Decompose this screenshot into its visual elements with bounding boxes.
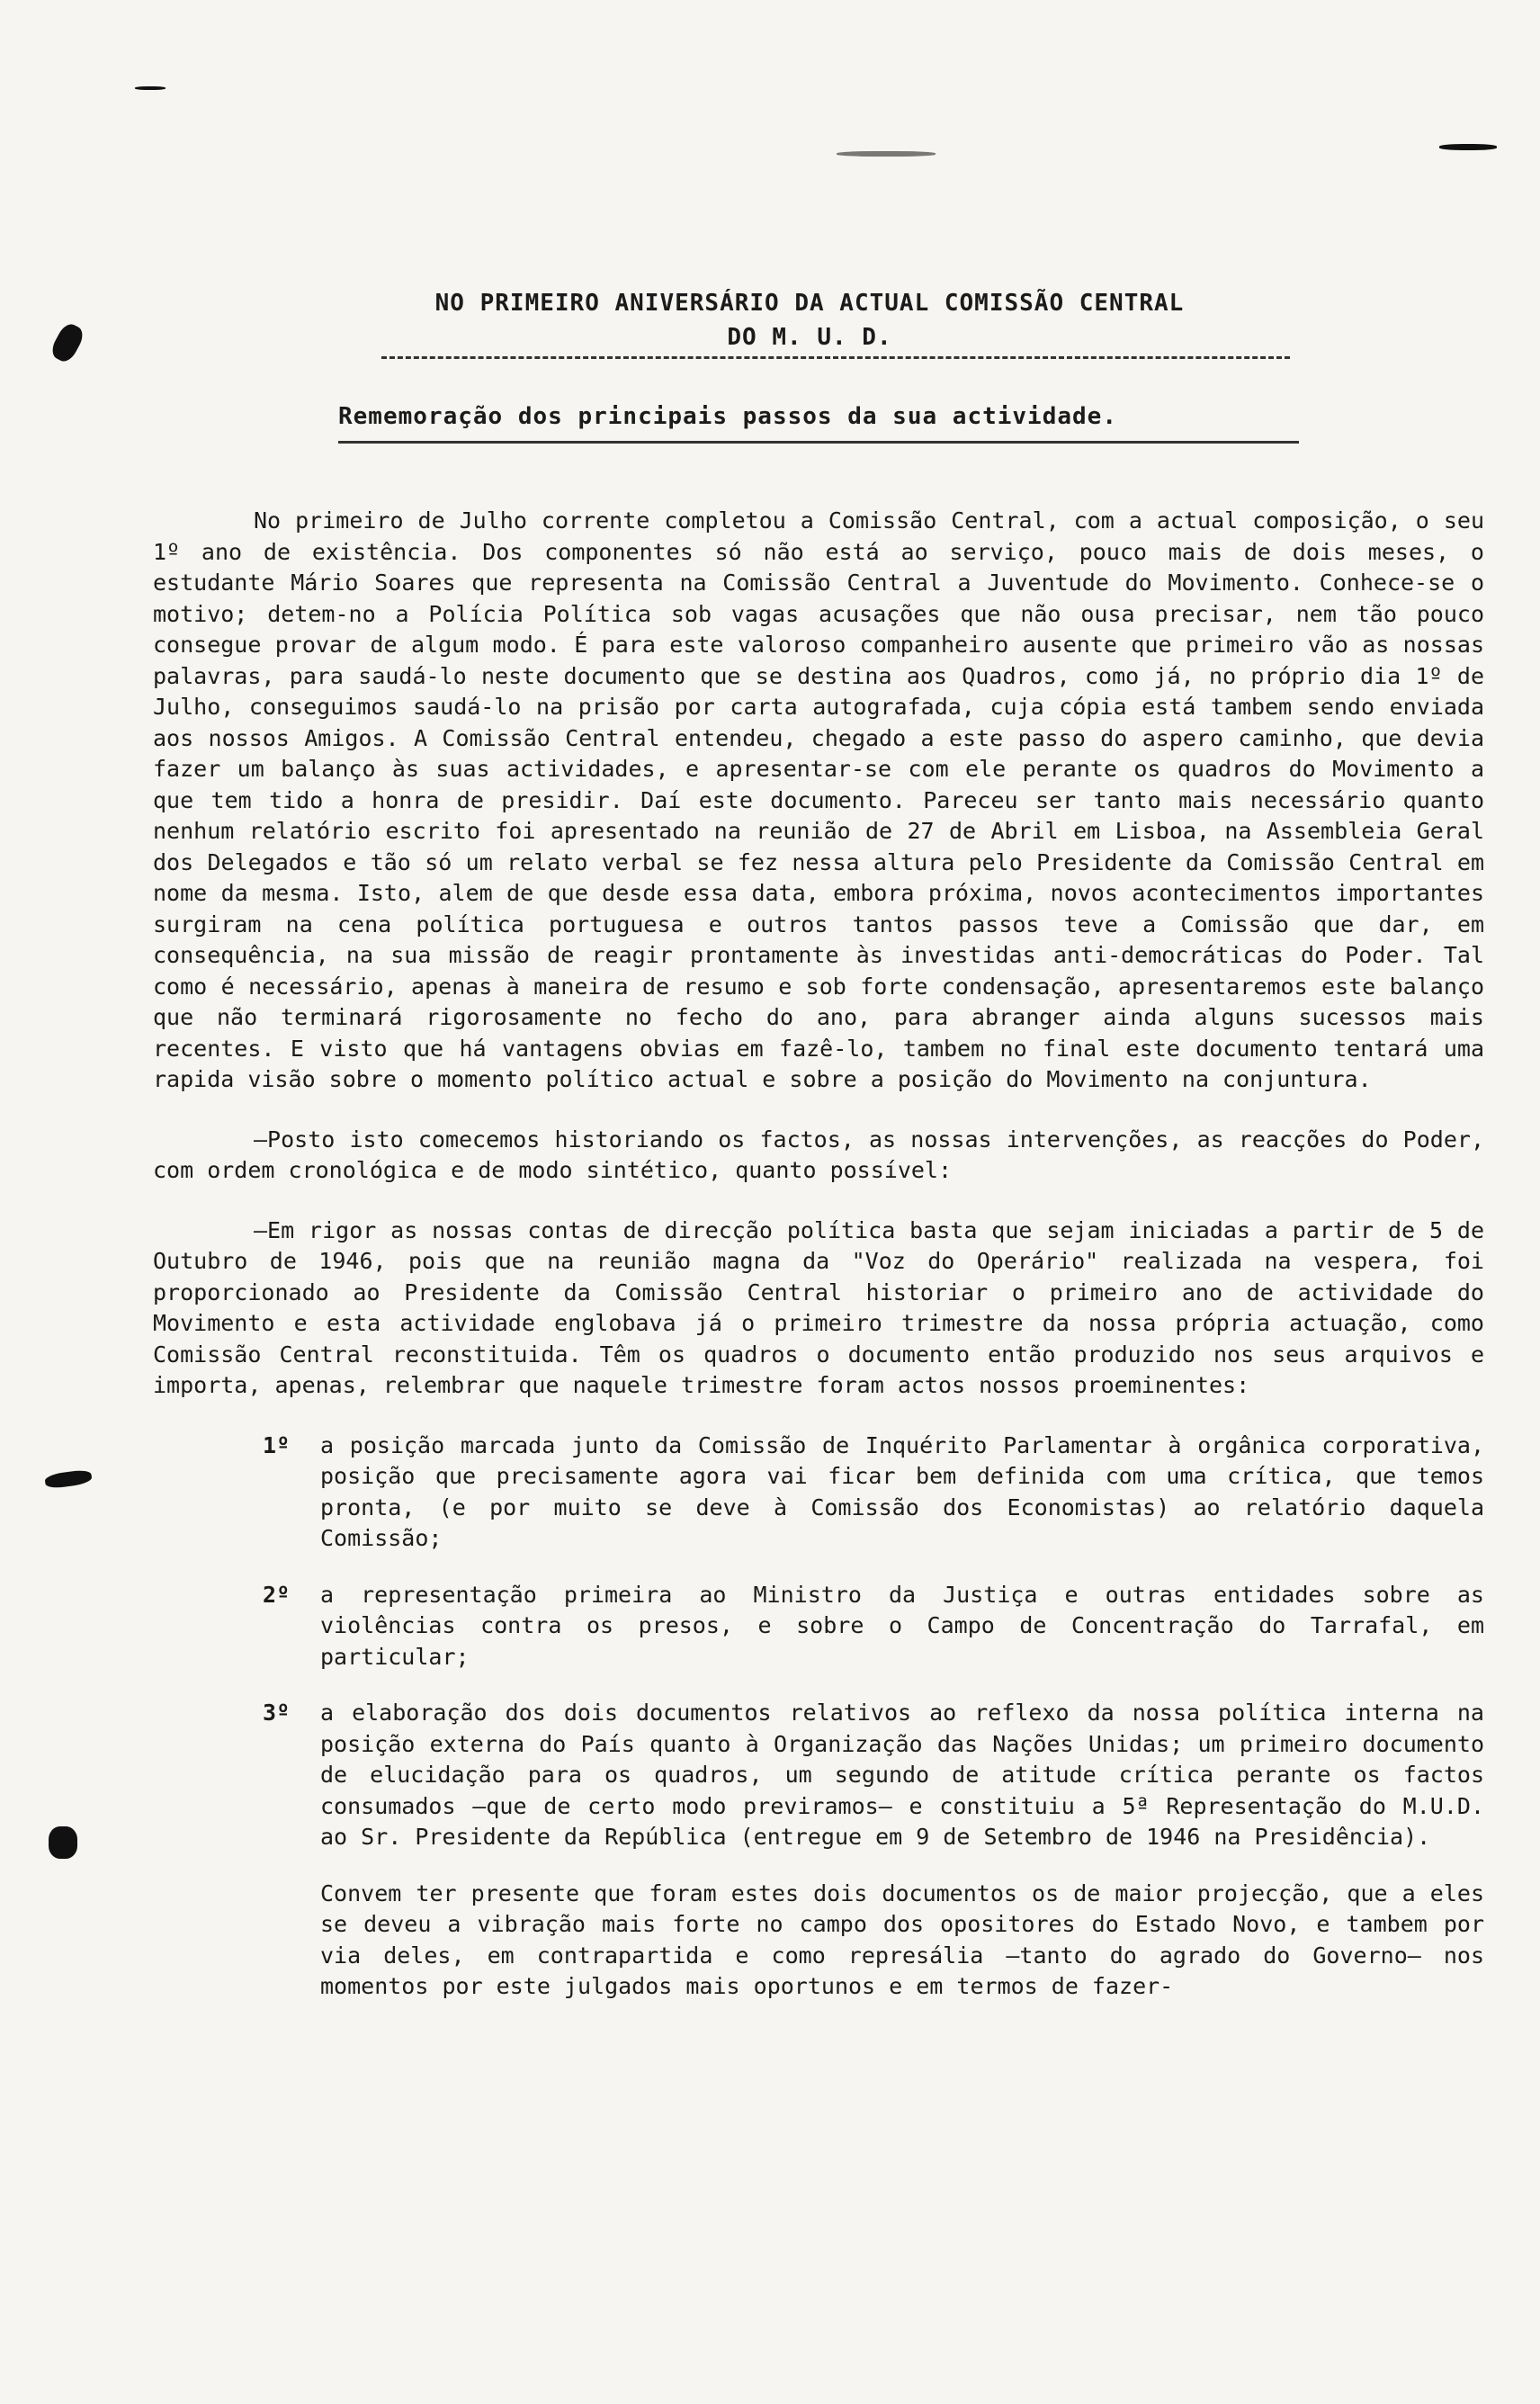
scan-mark xyxy=(135,86,166,90)
document-body xyxy=(153,506,1484,2032)
closing-paragraph: Convem ter presente que foram estes dois documentos os de maior projecção, que a eles se deveu a vibração mais forte no campo dos opositores do Estado Novo, e tambem por via deles, em contrapartida e como represália —tanto do agrado do Governo— nos momentos por este julgados mais oportunos e em termos de fazer- xyxy=(320,1879,1484,1999)
numbered-list xyxy=(153,1431,1484,1853)
paragraph: —Posto isto comecemos historiando os factos, as nossas intervenções, as reacções do Poder, com ordem cronológica e de modo sintético, quanto possível: xyxy=(153,1126,1484,1183)
list-item xyxy=(153,1580,1484,1673)
list-item-text: a representação primeira ao Ministro da Justiça e outras entidades sobre as violências contra os presos, e sobre o Campo de Concentração do Tarrafal, em particular; xyxy=(320,1581,1484,1670)
document-title xyxy=(324,286,1295,354)
paragraph: —Em rigor as nossas contas de direcção política basta que sejam iniciadas a partir de 5 de Outubro de 1946, pois que na reunião magna da "Voz do Operário" realizada na vespera, foi proporcionado ao Presidente da Comissão Central historiar o primeiro ano de actividade do Movimento e esta actividade englobava já o primeiro trimestre da nossa própria actuação, como Comissão Central reconstituida. Têm os quadros o documento então produzido nos seus arquivos e importa, apenas, relembrar que naquele trimestre foram actos nossos proeminentes: xyxy=(153,1216,1484,1398)
list-item-number: 1º xyxy=(263,1431,291,1458)
paragraph: No primeiro de Julho corrente completou a Comissão Central, com a actual composição, o seu 1º ano de existência. Dos componentes só não está ao serviço, pouco mais de dois meses, o estudante Mário Soares que representa na Comissão Central a Juventude do Movimento. Conhece-se o motivo; detem-no a Polícia Política sob vagas acusações que não ousa precisar, nem tão pouco consegue provar de algum modo. É para este valoroso companheiro ausente que primeiro vão as nossas palavras, para saudá-lo neste documento que se destina aos Quadros, como já, no próprio dia 1º de Julho, conseguimos saudá-lo na prisão por carta autografada, cuja cópia está tambem sendo enviada aos nossos Amigos. A Comissão Central entendeu, chegado a este passo do aspero caminho, que devia fazer um balanço às suas actividades, e apresentar-se com ele perante os quadros do Movimento a que tem tido a honra de presidir. Daí este documento. Pareceu ser tanto mais necessário quanto nenhum relatório escrito foi apresentado na reunião de 27 de Abril em Lisboa, na Assembleia Geral dos Delegados e tão só um relato verbal se fez nessa altura pelo Presidente da Comissão Central em nome da mesma. Isto, alem de que desde essa data, embora próxima, novos acontecimentos importantes surgiram na cena política portuguesa e outros tantos passos teve a Comissão que dar, em consequência, na sua missão de reagir prontamente às investidas anti-democráticas do Poder. Tal como é necessário, apenas à maneira de resumo e sob forte condensação, apresentaremos este balanço que não terminará rigorosamente no fecho do ano, para abranger ainda alguns sucessos mais recentes. E visto que há vantagens obvias em fazê-lo, tambem no final este documento tentará uma rapida visão sobre o momento político actual e sobre a posição do Movimento na conjuntura. xyxy=(153,507,1484,1092)
list-item-text: a elaboração dos dois documentos relativos ao reflexo da nossa política interna na posição externa do País quanto à Organização das Nações Unidas; um primeiro documento de elucidação para os quadros, um segundo de atitude crítica perante os factos consumados —que de certo modo previramos— e constituiu a 5ª Representação do M.U.D. ao Sr. Presidente da República (entregue em 9 de Setembro de 1946 na Presidência). xyxy=(320,1700,1484,1850)
document-subtitle: Rememoração dos principais passos da sua actividade. xyxy=(338,403,1117,430)
list-item-number: 2º xyxy=(263,1581,291,1608)
scan-mark xyxy=(837,151,936,157)
list-item-number: 3º xyxy=(263,1700,291,1726)
list-item xyxy=(153,1431,1484,1555)
scan-mark xyxy=(49,320,87,364)
list-item xyxy=(153,1698,1484,1853)
scan-mark xyxy=(49,1826,77,1859)
scan-mark xyxy=(44,1468,93,1489)
title-divider xyxy=(381,356,1290,359)
scan-mark xyxy=(1439,144,1497,150)
title-line-1: NO PRIMEIRO ANIVERSÁRIO DA ACTUAL COMISSÃO CENTRAL xyxy=(434,290,1185,317)
subtitle-underline xyxy=(338,441,1299,444)
title-line-2: DO M. U. D. xyxy=(727,324,892,351)
list-item-text: a posição marcada junto da Comissão de Inquérito Parlamentar à orgânica corporativa, posição que precisamente agora vai ficar bem definida com uma crítica, que temos pronta, (e por muito se deve à Comissão dos Economistas) ao relatório daquela Comissão; xyxy=(320,1431,1484,1551)
